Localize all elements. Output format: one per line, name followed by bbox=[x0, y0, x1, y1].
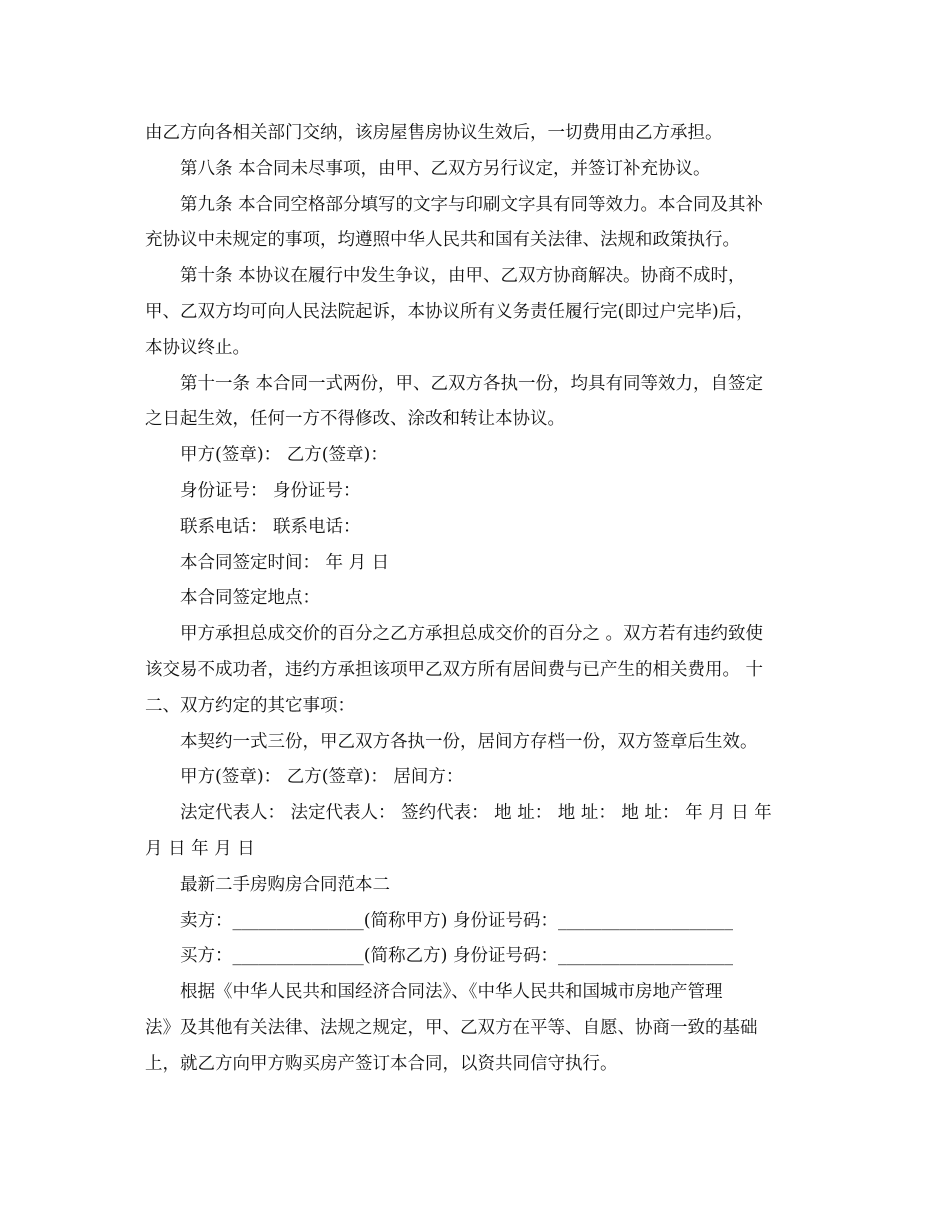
text-line: 充协议中未规定的事项，均遵照中华人民共和国有关法律、法规和政策执行。 bbox=[145, 230, 740, 251]
text-line: 甲方(签章)： 乙方(签章)： 居间方： bbox=[180, 767, 464, 788]
document-body bbox=[145, 116, 805, 1083]
text-line: 甲、乙双方均可向人民法院起诉，本协议所有义务责任履行完(即过户完毕)后， bbox=[145, 301, 754, 322]
text-line: 月 日 年 月 日 bbox=[145, 838, 255, 859]
text-line: 第八条 本合同未尽事项，由甲、乙双方另行议定，并签订补充协议。 bbox=[180, 158, 711, 179]
text-line: 身份证号： 身份证号： bbox=[180, 480, 361, 501]
text-line: 本协议终止。 bbox=[145, 337, 250, 358]
text-line: 本合同签定地点： bbox=[180, 588, 320, 609]
text-line: 法》及其他有关法律、法规之规定，甲、乙双方在平等、自愿、协商一致的基础 bbox=[145, 1017, 758, 1038]
text-line: 甲方承担总成交价的百分之乙方承担总成交价的百分之 。双方若有违约致使 bbox=[180, 624, 764, 645]
text-line: 第十条 本协议在履行中发生争议，由甲、乙双方协商解决。协商不成时， bbox=[180, 266, 746, 287]
text-line: 第九条 本合同空格部分填写的文字与印刷文字具有同等效力。本合同及其补 bbox=[180, 194, 764, 215]
text-line: 本合同签定时间： 年 月 日 bbox=[180, 552, 390, 573]
text-line: 根据《中华人民共和国经济合同法》、《中华人民共和国城市房地产管理 bbox=[180, 982, 723, 1003]
text-line: 该交易不成功者，违约方承担该项甲乙双方所有居间费与已产生的相关费用。 十 bbox=[145, 659, 764, 680]
text-line: 上，就乙方向甲方购买房产签订本合同，以资共同信守执行。 bbox=[145, 1053, 618, 1074]
text-line: 法定代表人： 法定代表人： 签约代表： 地 址： 地 址： 地 址： 年 月 日 年 bbox=[180, 803, 772, 824]
text-line: 之日起生效，任何一方不得修改、涂改和转让本协议。 bbox=[145, 409, 565, 430]
text-line: 最新二手房购房合同范本二 bbox=[180, 874, 390, 895]
text-line: 本契约一式三份，甲乙双方各执一份，居间方存档一份，双方签章后生效。 bbox=[180, 731, 758, 752]
text-line: 联系电话： 联系电话： bbox=[180, 516, 361, 537]
text-line: 买方：_______________(简称乙方) 身份证号码：____________________ bbox=[180, 946, 733, 967]
text-line: 卖方：_______________(简称甲方) 身份证号码：____________________ bbox=[180, 910, 733, 931]
text-line: 二、双方约定的其它事项： bbox=[145, 695, 355, 716]
text-line: 甲方(签章)： 乙方(签章)： bbox=[180, 445, 388, 466]
text-line: 第十一条 本合同一式两份，甲、乙双方各执一份，均具有同等效力，自签定 bbox=[180, 373, 764, 394]
text-line: 由乙方向各相关部门交纳，该房屋售房协议生效后，一切费用由乙方承担。 bbox=[145, 123, 723, 143]
